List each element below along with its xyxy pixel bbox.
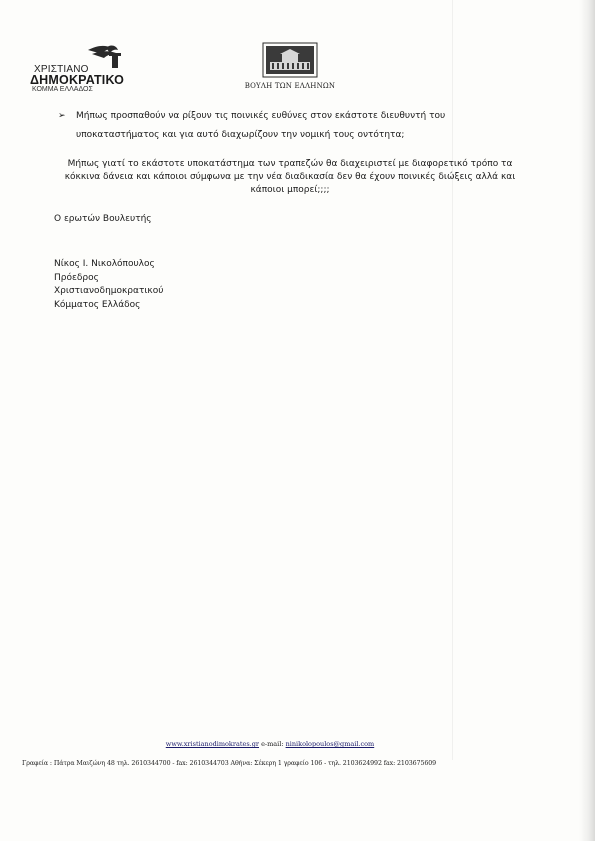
party-logo <box>30 44 130 92</box>
question-paragraph-line: κάποιοι μπορεί;;;; <box>250 185 330 195</box>
footer-address: Γραφεία : Πάτρα Μαιζώνη 48 τηλ. 2610344700 - fax: 2610344703 Αθήνα: Σέκερη 1 γραφείο 106 - τηλ. 2103624992 fax: 2103675609 <box>22 760 437 767</box>
page-fold-line <box>452 0 453 760</box>
question-paragraph-line: Μήπως γιατί το εκάστοτε υποκατάστημα των τραπεζών θα διαχειριστεί με διαφορετικό τρόπο τα <box>67 159 513 169</box>
signature-intro: Ο ερωτών Βουλευτής <box>54 214 152 224</box>
party-logo-line1: ΧΡΙΣΤΙΑΝΟ <box>34 64 89 75</box>
signature-name: Νίκος Ι. Νικολόπουλος <box>54 259 155 269</box>
party-logo-line2: ΔΗΜΟΚΡΑΤΙΚΟ <box>30 73 125 87</box>
website-link[interactable]: www.xristianodimokrates.gr <box>165 740 259 748</box>
bullet-question-line2: υποκαταστήματος και για αυτό διαχωρίζουν την νομική τους οντότητα; <box>76 130 405 140</box>
email-label: e-mail: <box>261 740 284 748</box>
parliament-building-icon <box>262 42 318 78</box>
party-logo-line3: ΚΟΜΜΑ ΕΛΛΑΔΟΣ <box>32 86 93 93</box>
signature-block <box>54 258 163 312</box>
question-paragraph <box>40 158 540 197</box>
arrow-bullet-icon: ➢ <box>58 111 66 121</box>
footer-contact <box>0 740 540 748</box>
scan-shadow-edge <box>579 0 595 841</box>
question-paragraph-line: κόκκινα δάνεια και κάποιοι σύμφωνα με την νέα διαδικασία δεν θα έχουν ποινικές διώξεις αλλά και <box>64 172 516 182</box>
parliament-name: ΒΟΥΛΗ ΤΩΝ ΕΛΛΗΝΩΝ <box>244 82 336 90</box>
email-link[interactable]: ninikolopoulos@gmail.com <box>285 740 375 748</box>
signature-party-line2: Κόμματος Ελλάδος <box>54 299 141 310</box>
signature-party-line1: Χριστιανοδημοκρατικού <box>54 286 164 296</box>
signature-title: Πρόεδρος <box>54 272 99 283</box>
bullet-question-line1: Μήπως προσπαθούν να ρίξουν τις ποινικές ευθύνες στον εκάστοτε διευθυντή του <box>76 111 446 121</box>
